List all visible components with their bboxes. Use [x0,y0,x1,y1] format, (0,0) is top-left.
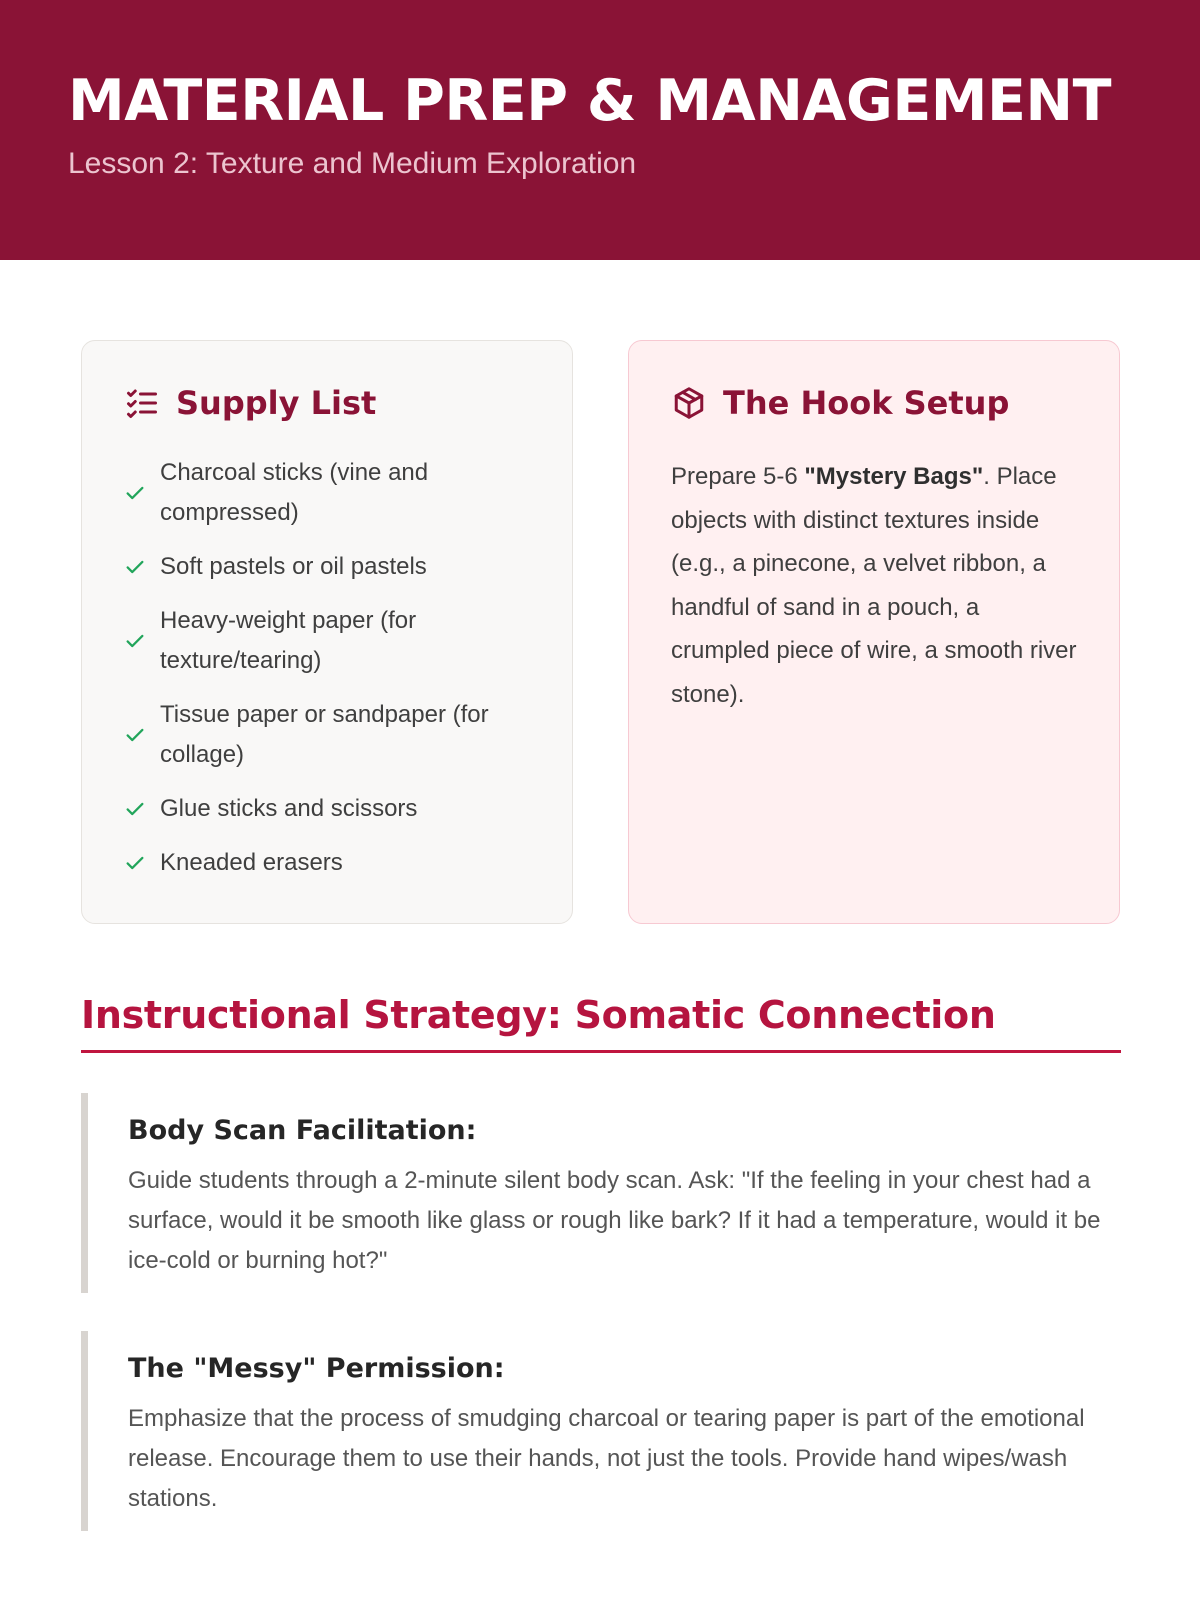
hook-text-lead: Prepare 5-6 [671,463,805,490]
strategy-block [81,1331,1121,1531]
supply-item-label: Charcoal sticks (vine and compressed) [160,459,429,526]
checklist-icon [124,385,160,421]
section-divider [81,1050,1121,1053]
supply-item-label: Kneaded erasers [160,849,343,876]
hook-setup-text [671,455,1079,716]
strategy-title: The "Messy" Permission: [128,1353,505,1384]
supply-item-label: Tissue paper or sandpaper (for collage) [160,701,489,768]
supply-item [124,453,532,533]
check-icon [124,630,146,652]
page-title: MATERIAL PREP & MANAGEMENT [68,68,1112,134]
supply-item [124,789,532,829]
supply-item [124,695,532,775]
supply-list-title: Supply List [176,384,377,422]
supply-list-card [81,340,573,924]
strategy-section-title: Instructional Strategy: Somatic Connection [81,993,996,1037]
strategy-body: Emphasize that the process of smudging charcoal or tearing paper is part of the emotional release. Encourage them to use their hands, not just the tools. Provide hand wipes/wash stations. [128,1405,1085,1512]
hook-setup-header [671,383,1079,423]
check-icon [124,852,146,874]
hook-setup-card [628,340,1120,924]
box-icon [671,385,707,421]
hook-text-rest: . Place objects with distinct textures inside (e.g., a pinecone, a velvet ribbon, a handful of sand in a pouch, a crumpled piece of wire, a smooth river stone). [671,463,1077,708]
page-header [0,0,1200,260]
supply-item-label: Glue sticks and scissors [160,795,418,822]
supply-list-header [124,383,532,423]
check-icon [124,556,146,578]
check-icon [124,482,146,504]
strategy-title: Body Scan Facilitation: [128,1115,477,1146]
check-icon [124,798,146,820]
hook-setup-title: The Hook Setup [723,384,1010,422]
check-icon [124,724,146,746]
supply-item [124,601,532,681]
supply-item-label: Heavy-weight paper (for texture/tearing) [160,607,417,674]
hook-text-bold: "Mystery Bags" [804,463,984,490]
supply-item [124,547,532,587]
supply-item-label: Soft pastels or oil pastels [160,553,427,580]
page-subtitle: Lesson 2: Texture and Medium Exploration [68,147,637,180]
strategy-section [81,990,1121,1531]
strategy-block [81,1093,1121,1293]
strategy-body: Guide students through a 2-minute silent body scan. Ask: "If the feeling in your chest had a surface, would it be smooth like glass or rough like bark? If it had a temperature, would it be ice-cold or burning hot?" [128,1167,1101,1274]
cards-row [81,340,1121,924]
supply-item [124,843,532,883]
supply-list [124,453,532,883]
